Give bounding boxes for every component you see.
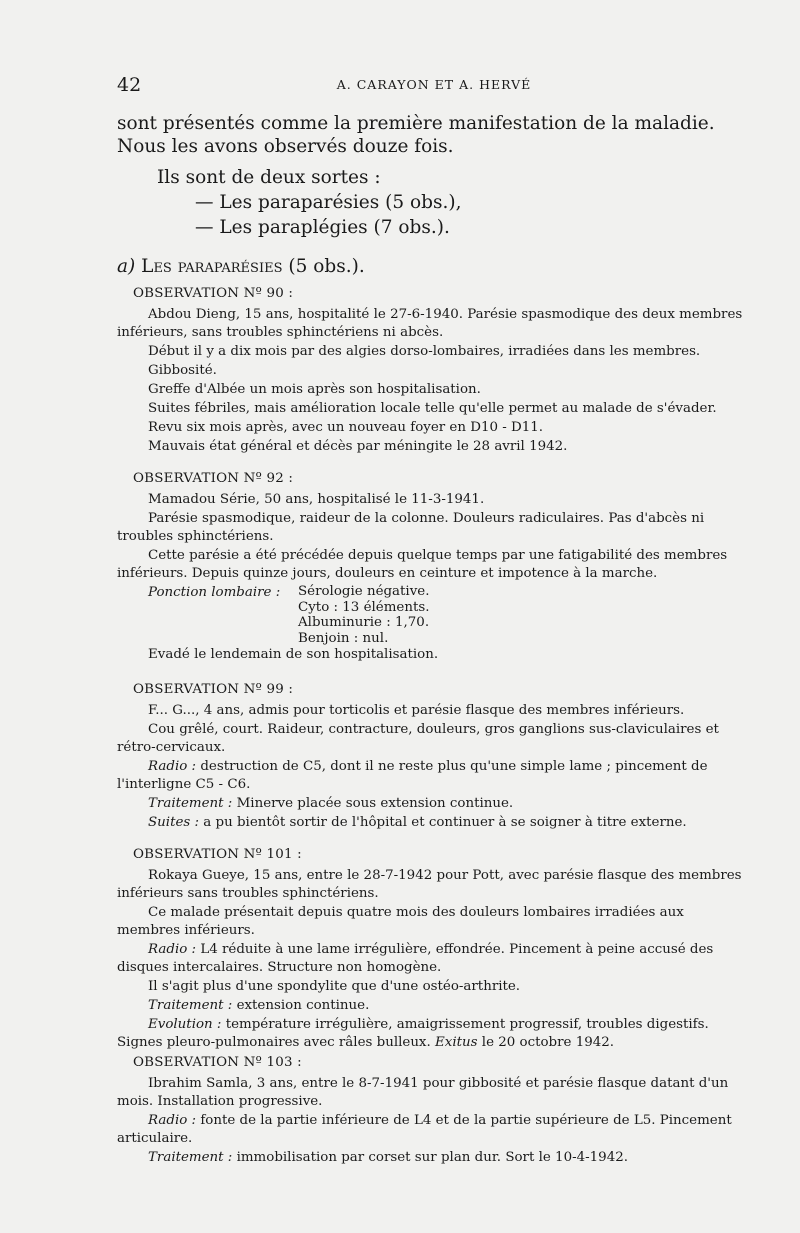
traitement-text: Minerve placée sous extension continue. — [236, 796, 514, 811]
exitus-date: le 20 octobre 1942. — [481, 1035, 615, 1050]
obs-paragraph: Ce malade présentait depuis quatre mois des douleurs lombaires irradiées aux membres inférieurs. — [117, 905, 684, 938]
ponction-lombaire-block — [148, 584, 749, 646]
obs-paragraph: Evadé le lendemain de son hospitalisation. — [148, 647, 439, 662]
section-count: (5 obs.). — [288, 256, 365, 277]
section-heading — [117, 256, 365, 277]
sorts-item: — Les paraparésies (5 obs.), — [195, 192, 462, 213]
observation-92 — [117, 470, 749, 665]
obs-paragraph — [117, 997, 749, 1015]
obs-paragraph — [117, 758, 749, 794]
radio-label: Radio : — [148, 759, 197, 774]
sorts-list — [157, 165, 461, 240]
observation-title: OBSERVATION Nº 90 : — [133, 286, 294, 301]
obs-paragraph: F... G..., 4 ans, admis pour torticolis et parésie flasque des membres inférieurs. — [148, 703, 685, 718]
obs-paragraph: Suites fébriles, mais amélioration locale telle qu'elle permet au malade de s'évader. — [148, 401, 717, 416]
obs-paragraph — [117, 1149, 749, 1167]
observation-101 — [117, 846, 749, 1053]
obs-paragraph: Revu six mois après, avec un nouveau foyer en D10 - D11. — [148, 420, 544, 435]
obs-paragraph: Parésie spasmodique, raideur de la colonne. Douleurs radiculaires. Pas d'abcès ni troubles sphinctériens. — [117, 511, 705, 544]
ponction-label: Ponction lombaire : — [148, 585, 281, 600]
evolution-text: température irrégulière, amaigrissement progressif, troubles digestifs. Signes pleuro-pulmonaires avec râles bulleux. — [117, 1017, 709, 1050]
observation-title: OBSERVATION Nº 103 : — [133, 1055, 302, 1070]
running-head: A. CARAYON ET A. HERVÉ — [336, 77, 532, 92]
radio-text: destruction de C5, dont il ne reste plus qu'une simple lame ; pincement de l'interligne C5 - C6. — [117, 759, 708, 792]
radio-text: fonte de la partie inférieure de L4 et de la partie supérieure de L5. Pincement articulaire. — [117, 1113, 732, 1146]
obs-paragraph: Cette parésie a été précédée depuis quelque temps par une fatigabilité des membres inférieurs. Depuis quinze jours, douleurs en ceinture et impotence à la marche. — [117, 548, 728, 581]
obs-paragraph — [117, 941, 749, 977]
traitement-text: immobilisation par corset sur plan dur. Sort le 10-4-1942. — [236, 1150, 628, 1165]
obs-paragraph: Rokaya Gueye, 15 ans, entre le 28-7-1942 pour Pott, avec parésie flasque des membres inférieurs sans troubles sphinctériens. — [117, 868, 742, 901]
ponction-value: Benjoin : nul. — [298, 630, 389, 646]
obs-paragraph: Cou grêlé, court. Raideur, contracture, douleurs, gros ganglions sus-claviculaires et rétro-cervicaux. — [117, 722, 719, 755]
intro-paragraph: sont présentés comme la première manifestation de la maladie. Nous les avons observés douze fois. — [117, 113, 715, 157]
radio-label: Radio : — [148, 1113, 197, 1128]
page-header — [117, 74, 751, 98]
traitement-label: Traitement : — [148, 1150, 233, 1165]
traitement-text: extension continue. — [236, 998, 370, 1013]
observation-99 — [117, 681, 749, 833]
ponction-value: Cyto : 13 éléments. — [298, 599, 430, 615]
suites-text: a pu bientôt sortir de l'hôpital et continuer à se soigner à titre externe. — [203, 815, 687, 830]
page-number: 42 — [117, 74, 142, 96]
ponction-values — [298, 584, 749, 646]
section-title: es paraparésies — [153, 256, 283, 277]
obs-paragraph: Il s'agit plus d'une spondylite que d'une ostéo-arthrite. — [148, 979, 521, 994]
sorts-lead: Ils sont de deux sortes : — [157, 167, 381, 188]
observation-title: OBSERVATION Nº 99 : — [133, 682, 294, 697]
observation-103 — [117, 1054, 749, 1168]
suites-label: Suites : — [148, 815, 200, 830]
obs-paragraph — [117, 795, 749, 813]
ponction-value: Sérologie négative. — [298, 584, 430, 599]
obs-paragraph: Greffe d'Albée un mois après son hospitalisation. — [148, 382, 481, 397]
traitement-label: Traitement : — [148, 796, 233, 811]
section-title-initial: L — [141, 256, 154, 277]
obs-paragraph: Mamadou Série, 50 ans, hospitalisé le 11-3-1941. — [148, 492, 485, 507]
traitement-label: Traitement : — [148, 998, 233, 1013]
obs-paragraph — [117, 1016, 749, 1052]
obs-paragraph: Abdou Dieng, 15 ans, hospitalité le 27-6-1940. Parésie spasmodique des deux membres inférieurs, sans troubles sphinctériens ni abcès. — [117, 307, 743, 340]
obs-paragraph: Mauvais état général et décès par méningite le 28 avril 1942. — [148, 439, 568, 454]
obs-paragraph — [117, 814, 749, 832]
section-letter: a) — [117, 256, 136, 277]
radio-label: Radio : — [148, 942, 197, 957]
obs-paragraph: Début il y a dix mois par des algies dorso-lombaires, irradiées dans les membres. — [148, 344, 701, 359]
radio-text: L4 réduite à une lame irrégulière, effondrée. Pincement à peine accusé des disques intercalaires. Structure non homogène. — [117, 942, 714, 975]
exitus-label: Exitus — [435, 1035, 478, 1050]
obs-paragraph — [117, 1112, 749, 1148]
obs-paragraph: Ibrahim Samla, 3 ans, entre le 8-7-1941 pour gibbosité et parésie flasque datant d'un mois. Installation progressive. — [117, 1076, 729, 1109]
observation-title: OBSERVATION Nº 101 : — [133, 847, 302, 862]
ponction-value: Albuminurie : 1,70. — [298, 615, 430, 630]
observation-90 — [117, 285, 749, 457]
sorts-item: — Les paraplégies (7 obs.). — [195, 217, 450, 238]
observation-title: OBSERVATION Nº 92 : — [133, 471, 294, 486]
obs-paragraph: Gibbosité. — [148, 363, 217, 378]
evolution-label: Evolution : — [148, 1017, 222, 1032]
